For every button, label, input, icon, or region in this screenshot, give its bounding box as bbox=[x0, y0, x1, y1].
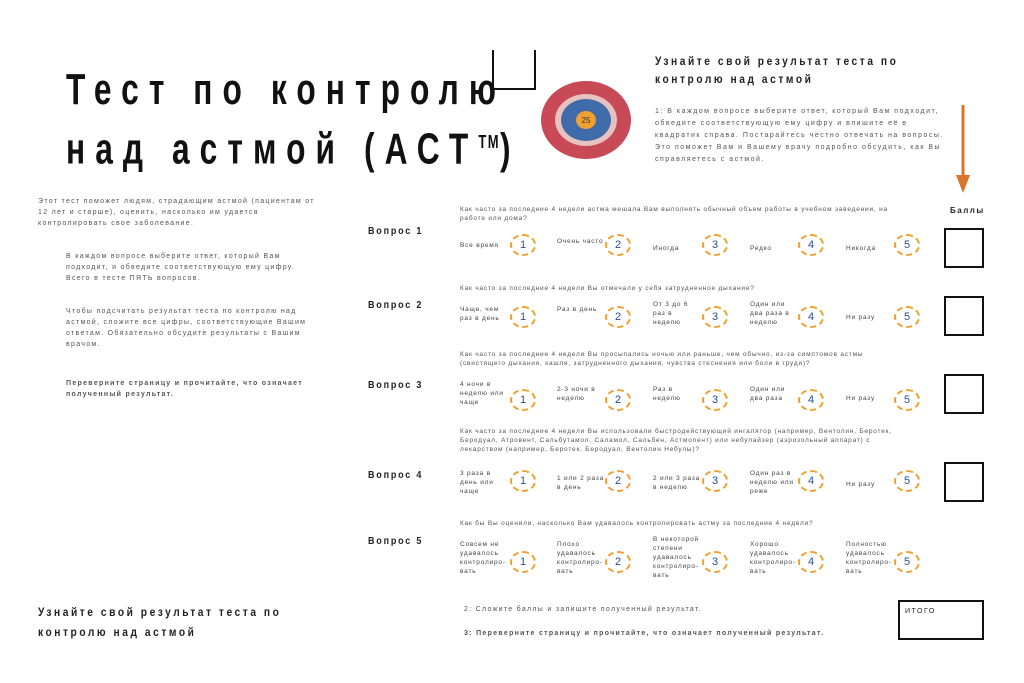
q1-option-1-label: Все время bbox=[460, 242, 499, 249]
question-3-label: Вопрос 3 bbox=[368, 380, 424, 391]
q2-option-4-score[interactable]: 4 bbox=[798, 306, 824, 328]
q2-option-2-score[interactable]: 2 bbox=[605, 306, 631, 328]
total-score-box[interactable] bbox=[898, 600, 984, 640]
q5-option-4-label: Хорошо удавалось контролиро-вать bbox=[750, 541, 796, 575]
trademark-mark: TM bbox=[478, 132, 500, 152]
q1-option-5-label: Никогда bbox=[846, 245, 876, 252]
question-1-label: Вопрос 1 bbox=[368, 226, 424, 237]
q2-option-4-label: Один или два раза в неделю bbox=[750, 301, 790, 326]
q5-option-2-label: Плохо удавалось контролиро-вать bbox=[557, 541, 603, 575]
q4-option-5-score[interactable]: 5 bbox=[894, 470, 920, 492]
q4-option-2-score[interactable]: 2 bbox=[605, 470, 631, 492]
q4-option-4-score[interactable]: 4 bbox=[798, 470, 824, 492]
q4-option-3-label: 2 или 3 раза в неделю bbox=[653, 475, 701, 491]
target-badge bbox=[540, 80, 632, 160]
corner-frame bbox=[492, 50, 536, 90]
q2-option-1-label: Чаще, чем раз в день bbox=[460, 306, 500, 322]
question-4-label: Вопрос 4 bbox=[368, 470, 424, 481]
main-title bbox=[66, 64, 521, 176]
step-3-instructions: 3: Переверните страницу и прочитайте, что означает полученный результат. bbox=[464, 630, 825, 637]
title-close-paren: ) bbox=[499, 124, 521, 174]
q5-option-1-label: Совсем не удавалось контролиро-вать bbox=[460, 541, 506, 575]
q5-option-1-score[interactable]: 1 bbox=[510, 551, 536, 573]
q2-score-box[interactable] bbox=[944, 296, 984, 336]
q1-option-1-score[interactable]: 1 bbox=[510, 234, 536, 256]
q3-score-box[interactable] bbox=[944, 374, 984, 414]
intro-paragraph-2: В каждом вопросе выберите ответ, который Вам подходит, и обведите соответствующую ему цифру. Всего в тесте ПЯТЬ вопросов. bbox=[66, 253, 296, 282]
q3-option-2-label: 2-3 ночи в неделю bbox=[557, 386, 596, 402]
q1-option-3-score[interactable]: 3 bbox=[702, 234, 728, 256]
q4-option-3-score[interactable]: 3 bbox=[702, 470, 728, 492]
q3-option-3-label: Раз в неделю bbox=[653, 386, 681, 402]
q4-score-box[interactable] bbox=[944, 462, 984, 502]
q2-option-3-label: От 3 до 6 раз в неделю bbox=[653, 301, 689, 326]
q3-option-4-label: Один или два раза bbox=[750, 386, 786, 402]
step-2-instructions: 2: Сложите баллы и запишите полученный результат. bbox=[464, 606, 702, 613]
q3-option-2-score[interactable]: 2 bbox=[605, 389, 631, 411]
intro-paragraph-4: Переверните страницу и прочитайте, что означает полученный результат. bbox=[66, 380, 304, 398]
q3-option-5-score[interactable]: 5 bbox=[894, 389, 920, 411]
q5-option-5-score[interactable]: 5 bbox=[894, 551, 920, 573]
q3-option-1-score[interactable]: 1 bbox=[510, 389, 536, 411]
question-2-label: Вопрос 2 bbox=[368, 300, 424, 311]
step-1-instructions: 1: В каждом вопросе выберите ответ, который Вам подходит, обведите соответствующую ему цифру и впишите её в квадратик справа. Постарайтесь честно отвечать на вопросы. Это поможет Вам и Вашему врачу подробно обсудить, как Вы справляетесь с астмой. bbox=[655, 108, 944, 163]
intro-paragraph-1: Этот тест поможет людям, страдающим астмой (пациентам от 12 лет и старше), оценить, насколько им удается контролировать свое заболевание. bbox=[38, 198, 315, 227]
q1-option-2-score[interactable]: 2 bbox=[605, 234, 631, 256]
title-line-2-text: над астмой (АСТ bbox=[66, 124, 479, 174]
question-2-text: Как часто за последние 4 недели Вы отмечали у себя затрудненное дыхание? bbox=[460, 285, 755, 292]
right-heading: Узнайте свой результат теста по контролю над астмой bbox=[655, 54, 899, 86]
intro-paragraph-3: Чтобы подсчитать результат теста по контролю над астмой, сложите все цифры, соответствующие Вашим ответам. Обязательно обсудите результаты с Вашим врачом. bbox=[66, 308, 307, 348]
q2-option-2-label: Раз в день bbox=[557, 306, 598, 313]
q2-option-5-score[interactable]: 5 bbox=[894, 306, 920, 328]
total-label: ИТОГО bbox=[905, 608, 936, 615]
down-arrow-icon bbox=[955, 105, 971, 193]
q5-option-2-score[interactable]: 2 bbox=[605, 551, 631, 573]
q4-option-5-label: Ни разу bbox=[846, 481, 876, 488]
question-5-text: Как бы Вы оценили, насколько Вам удавалось контролировать астму за последние 4 недели? bbox=[460, 520, 814, 527]
q3-option-1-label: 4 ночи в неделю или чаще bbox=[460, 381, 504, 406]
q3-option-3-score[interactable]: 3 bbox=[702, 389, 728, 411]
q1-option-4-score[interactable]: 4 bbox=[798, 234, 824, 256]
q5-option-4-score[interactable]: 4 bbox=[798, 551, 824, 573]
footer-heading-left: Узнайте свой результат теста по контролю над астмой bbox=[38, 605, 282, 639]
q2-option-5-label: Ни разу bbox=[846, 314, 876, 321]
question-4-text: Как часто за последние 4 недели Вы использовали быстродействующий ингалятор (например, Вентолин, Беротек, Беродуал, Атровент, Сальбутамол, Саламол, Сальбен, Астмопент) или небулайзер (аэрозольный аппарат) с лекарством (например, Беротек, Беродуал, Вентолин Небулы)? bbox=[460, 428, 892, 453]
scores-column-label: Баллы bbox=[950, 206, 985, 215]
q1-option-5-score[interactable]: 5 bbox=[894, 234, 920, 256]
q4-option-2-label: 1 или 2 раза в день bbox=[557, 475, 605, 491]
q2-option-3-score[interactable]: 3 bbox=[702, 306, 728, 328]
q4-option-1-label: 3 раза в день или чаще bbox=[460, 470, 494, 495]
q3-option-4-score[interactable]: 4 bbox=[798, 389, 824, 411]
q5-option-3-score[interactable]: 3 bbox=[702, 551, 728, 573]
q1-option-3-label: Иногда bbox=[653, 245, 680, 252]
q4-option-4-label: Один раз в неделю или реже bbox=[750, 470, 794, 495]
question-1-text: Как часто за последние 4 недели астма мешала Вам выполнять обычный объем работы в учебном заведении, на работе или дома? bbox=[460, 206, 888, 222]
question-3-text: Как часто за последние 4 недели Вы просыпались ночью или раньше, чем обычно, из-за симптомов астмы (свистящего дыхания, кашля, затрудненного дыхания, чувства стеснения или боли в груди)? bbox=[460, 351, 864, 367]
q5-option-3-label: В некоторой степени удавалось контролиро-вать bbox=[653, 536, 699, 579]
q1-option-4-label: Редко bbox=[750, 245, 772, 252]
q1-score-box[interactable] bbox=[944, 228, 984, 268]
q1-option-2-label: Очень часто bbox=[557, 238, 604, 245]
badge-value: 25 bbox=[581, 116, 591, 125]
q2-option-1-score[interactable]: 1 bbox=[510, 306, 536, 328]
q5-option-5-label: Полностью удавалось контролиро-вать bbox=[846, 541, 892, 575]
q3-option-5-label: Ни разу bbox=[846, 395, 876, 402]
question-5-label: Вопрос 5 bbox=[368, 536, 424, 547]
title-line-2 bbox=[66, 116, 521, 176]
title-line-1: Тест по контролю bbox=[66, 65, 507, 114]
q4-option-1-score[interactable]: 1 bbox=[510, 470, 536, 492]
